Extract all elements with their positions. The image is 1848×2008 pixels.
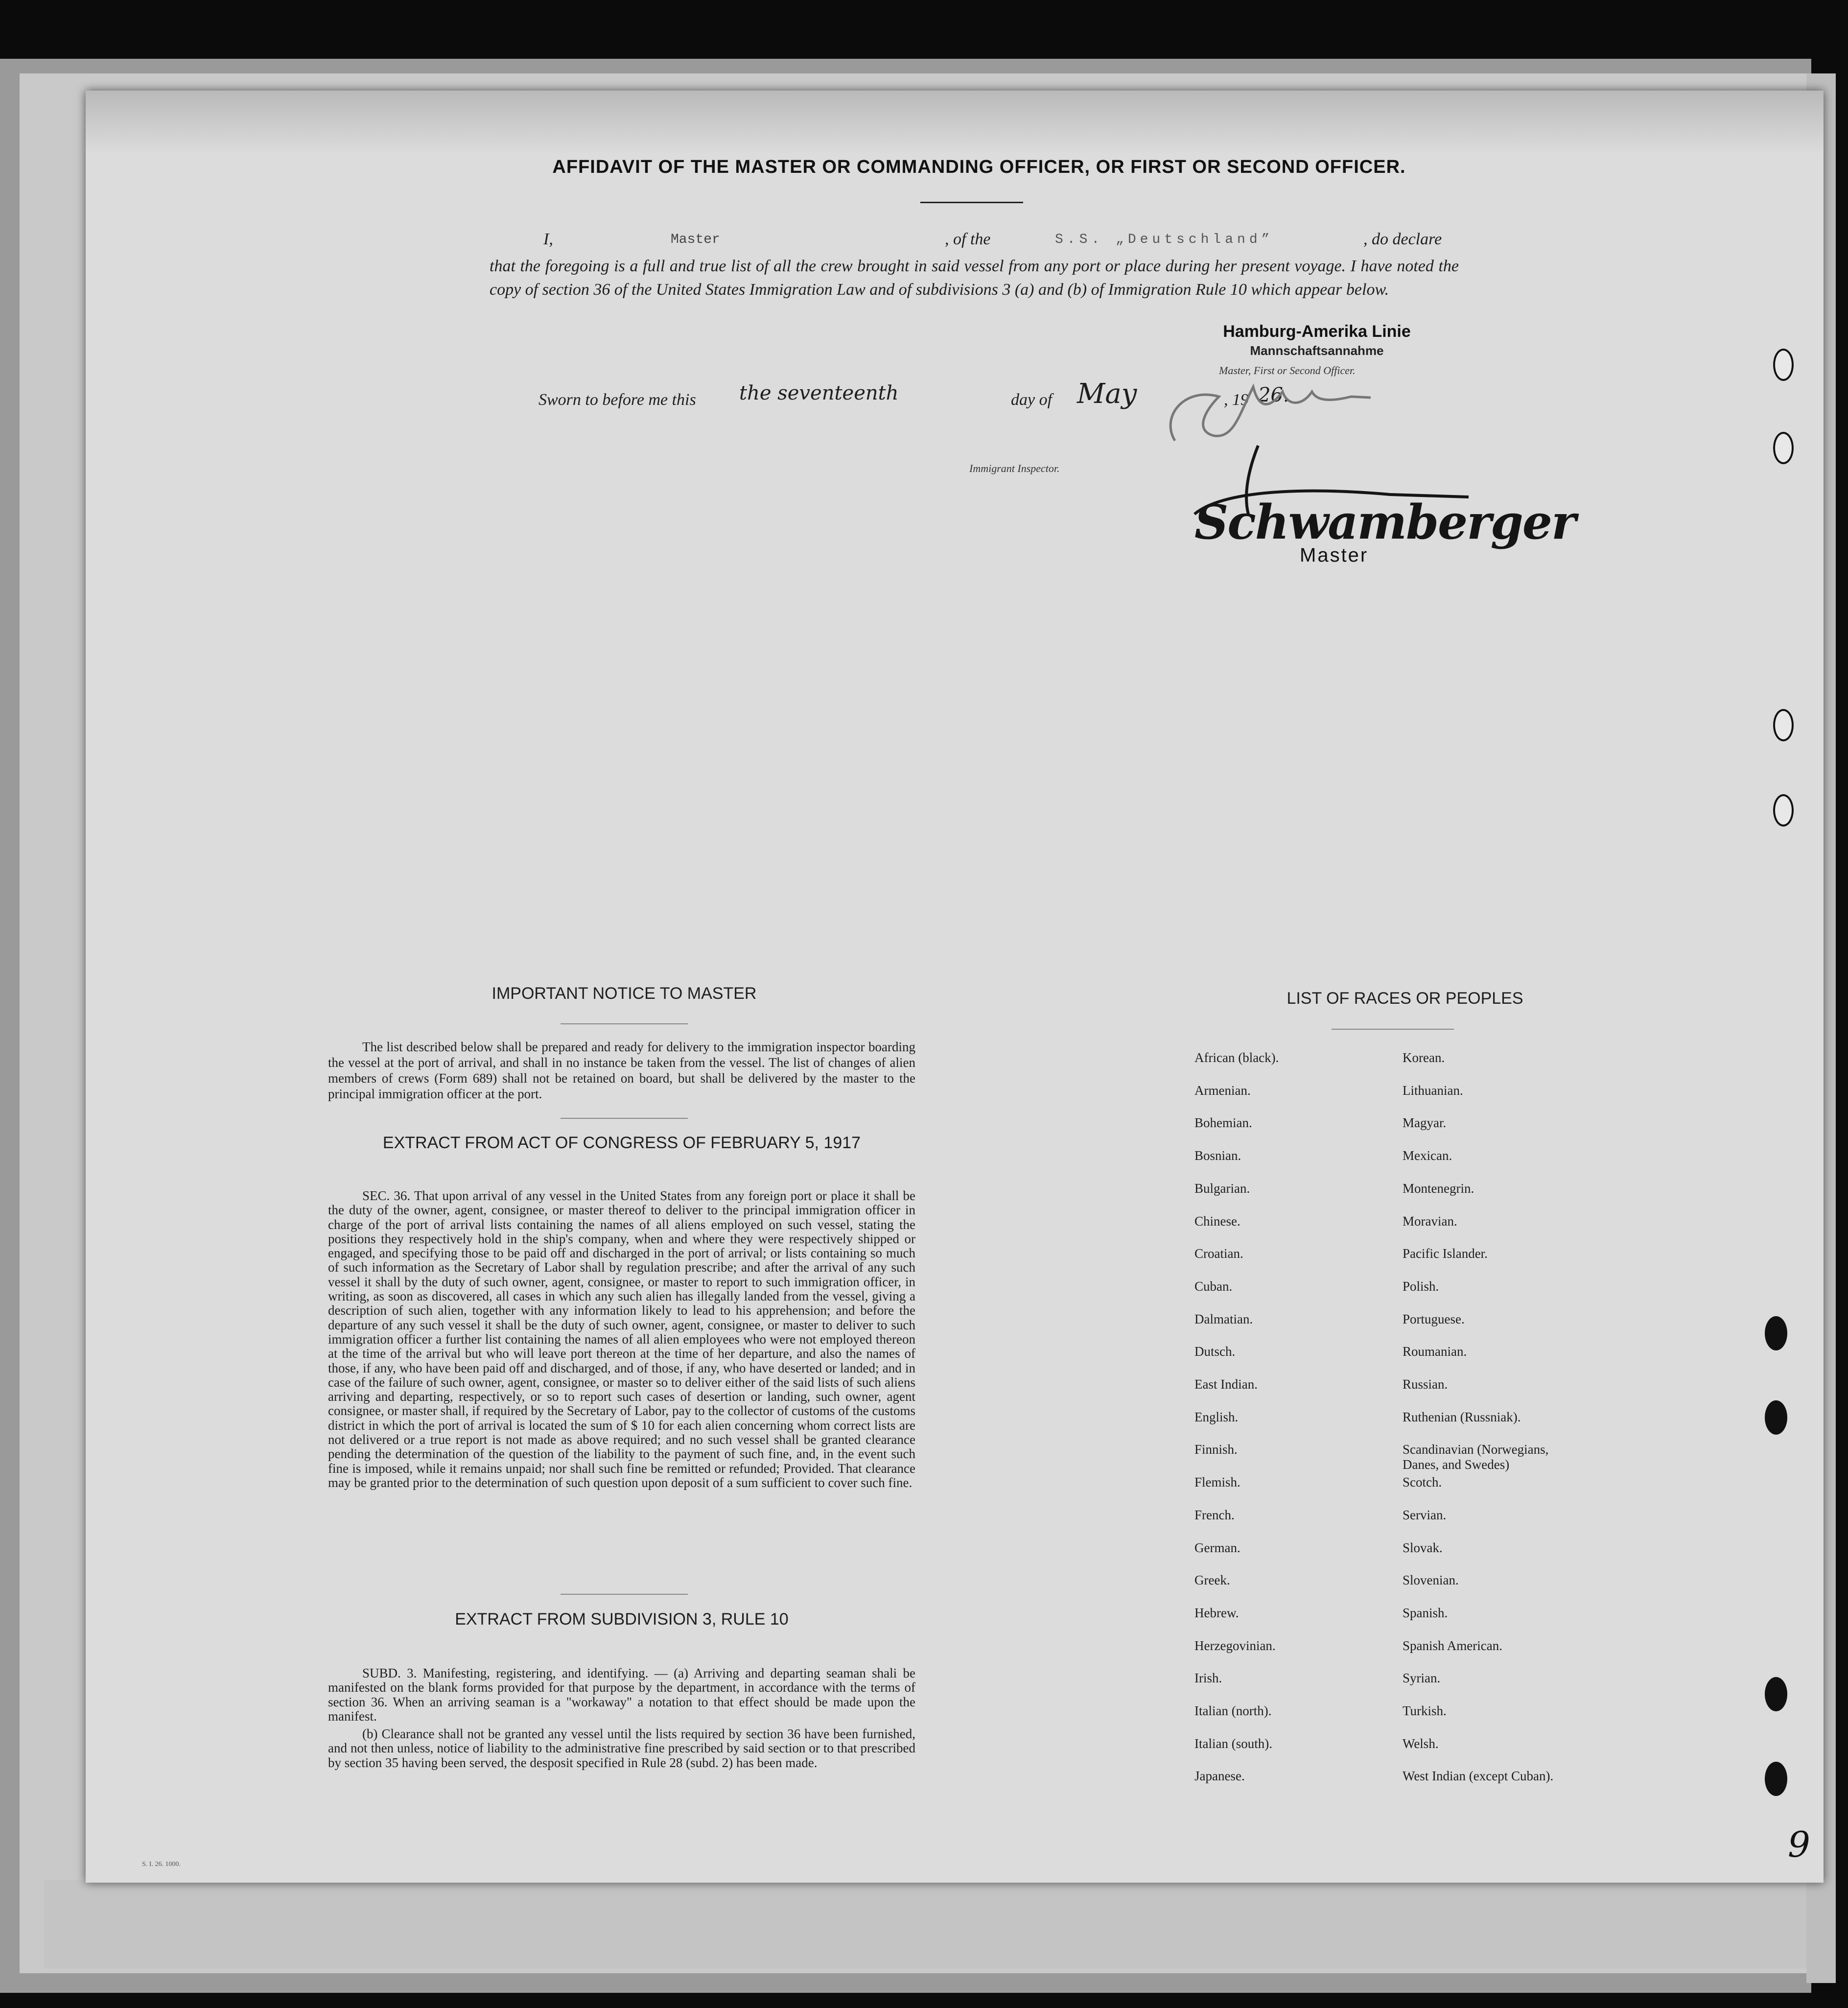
race-item: Slovenian.	[1403, 1573, 1459, 1588]
act-title: EXTRACT FROM ACT OF CONGRESS OF FEBRUARY 5, 1917	[382, 1134, 861, 1152]
race-item: Ruthenian (Russniak).	[1403, 1409, 1521, 1424]
race-item: Servian.	[1403, 1507, 1447, 1522]
do-declare-text: , do declare	[1363, 230, 1442, 248]
of-the-text: , of the	[945, 230, 991, 248]
race-item: Slovak.	[1403, 1540, 1443, 1555]
races-title: LIST OF RACES OR PEOPLES	[1287, 989, 1523, 1008]
race-item: Dutsch.	[1194, 1344, 1236, 1359]
sworn-month: May	[1077, 378, 1137, 410]
binder-hole	[1765, 1316, 1787, 1350]
race-item: Magyar.	[1403, 1115, 1447, 1131]
race-item: East Indian.	[1194, 1377, 1258, 1392]
master-signature: Schwamberger	[1194, 495, 1575, 550]
rule-title: EXTRACT FROM SUBDIVISION 3, RULE 10	[455, 1610, 789, 1629]
race-item: Scandinavian (Norwegians, Danes, and Swedes)	[1403, 1442, 1549, 1472]
binder-hole	[1773, 432, 1794, 464]
rule-text-b: (b) Clearance shall not be granted any vessel until the lists required by section 36 have been furnished, and not then unless, notice of liability to the administrative fine prescribed by said section or to that prescribed by section 35 having been served, the desposit specified in Rule 28 (subd. 2) has been made.	[328, 1726, 915, 1770]
notice-title: IMPORTANT NOTICE TO MASTER	[491, 984, 757, 1003]
race-item: English.	[1194, 1409, 1239, 1424]
race-item: Dalmatian.	[1194, 1311, 1253, 1326]
page-number: 9	[1788, 1824, 1810, 1865]
race-item: Cuban.	[1194, 1278, 1233, 1294]
race-item: Polish.	[1403, 1278, 1439, 1294]
year-suffix: 26.	[1258, 384, 1289, 406]
race-item: Welsh.	[1403, 1736, 1439, 1751]
act-text: SEC. 36. That upon arrival of any vessel in the United States from any foreign port or place it shall be the duty of the owner, agent, consignee, or master thereof to deliver to the principal immigration officer in charge of the port of arrival lists containing the names of all aliens employed on such vessel, stating the positions they respectively hold in the ship's company, when and where they were respectively shipped or engaged, and specifying those to be paid off and discharged in the port of arrival; or lists containing so much of such information as the Secretary of Labor shall by regulation prescribe; and after the arrival of any such vessel it shall by the duty of such owner, agent, consignee, or master to report to such immigration officer, in writing, as soon as discovered, all cases in which any such alien has illegally landed from the vessel, giving a description of such alien, together with any information likely to lead to his apprehension; and before the departure of any such vessel it shall be the duty of such owner, agent, consignee, or master to deliver to such immigration officer a further list containing the names of all alien employees who were not employed thereon at the time of the arrival but who will leave port thereon at the time of her departure, and also the names of those, if any, who have been paid off and discharged, and of those, if any, who have deserted or landed; and in case of the failure of such owner, agent, consignee, or master so to deliver either of the said lists of such aliens arriving and departing, respectively, or so to report such cases of desertion or landing, such owner, agent consignee, or master shall, if required by the Secretary of Labor, pay to the collector of customs of the customs district in which the port of arrival is located the sum of $ 10 for each alien concerning whom correct lists are not delivered or a true report is not made as above required; and no such vessel shall be granted clearance pending the determination of the question of the liability to the payment of such fine, and, in the event such fine is imposed, while it remains unpaid; nor shall such fine be remitted or refunded; Provided. That clearance may be granted prior to the determination of such question upon deposit of a sum sufficient to cover such fine.	[328, 1188, 915, 1490]
race-item: Italian (north).	[1194, 1703, 1272, 1718]
race-item: Syrian.	[1403, 1671, 1441, 1686]
race-item: Portuguese.	[1403, 1311, 1465, 1326]
inspector-caption: Immigrant Inspector.	[969, 462, 1060, 474]
stamp-line2: Mannschaftsannahme	[1250, 343, 1384, 358]
race-item: Spanish American.	[1403, 1638, 1502, 1653]
sworn-day: the seventeenth	[739, 382, 899, 404]
race-item: Bulgarian.	[1194, 1181, 1250, 1196]
race-item: Moravian.	[1403, 1213, 1457, 1228]
race-item: Scotch.	[1403, 1475, 1442, 1490]
race-item: Italian (south).	[1194, 1736, 1272, 1751]
officer-field: Master	[671, 232, 720, 247]
race-item: West Indian (except Cuban).	[1403, 1769, 1554, 1784]
races-rule	[1332, 1029, 1454, 1030]
notice-rule	[561, 1023, 688, 1024]
race-item: Spanish.	[1403, 1605, 1448, 1620]
race-item: Croatian.	[1194, 1246, 1243, 1261]
rule-text-a: SUBD. 3. Manifesting, registering, and identifying. — (a) Arriving and departing seaman shali be manifested on the blank forms provided for that purpose by the department, in accordance with the terms of section 36. When an arriving seaman is a "workaway" a notation to that effect should be made upon the manifest.	[328, 1666, 915, 1724]
notice-text: The list described below shall be prepared and ready for delivery to the immigration inspector boarding the vessel at the port of arrival, and shall in no instance be taken from the vessel. The list of changes of alien members of crews (Form 689) shall not be retained on board, but shall be delivered by the master to the principal immigration officer at the port.	[328, 1039, 915, 1101]
race-item: Irish.	[1194, 1671, 1222, 1686]
race-item: German.	[1194, 1540, 1240, 1555]
title-underline	[920, 202, 1023, 203]
affidavit-line1	[490, 230, 1459, 252]
race-item: Montenegrin.	[1403, 1181, 1474, 1196]
paper-top-shadow	[86, 91, 1824, 154]
binder-hole	[1765, 1677, 1787, 1711]
vessel-field: S.S. „Deutschland”	[1055, 232, 1274, 247]
race-item: Bohemian.	[1194, 1115, 1252, 1131]
underlying-sheet-bottom	[44, 1880, 1806, 1968]
footer-code: S. I. 26. 1000.	[142, 1861, 181, 1868]
master-caption: Master	[1300, 544, 1369, 566]
sworn-prefix: Sworn to before me this	[538, 391, 696, 409]
company-stamp	[1194, 322, 1439, 358]
race-item: Mexican.	[1403, 1148, 1452, 1163]
race-item: Greek.	[1194, 1573, 1230, 1588]
race-item: Lithuanian.	[1403, 1083, 1463, 1098]
stamp-line1: Hamburg-Amerika Linie	[1223, 322, 1411, 341]
act-rule	[561, 1118, 688, 1119]
year-prefix: , 19	[1224, 391, 1249, 409]
race-item: Pacific Islander.	[1403, 1246, 1488, 1261]
race-item: Korean.	[1403, 1050, 1445, 1065]
rule-rule	[561, 1594, 688, 1595]
race-item: Japanese.	[1194, 1769, 1245, 1784]
race-item: Armenian.	[1194, 1083, 1251, 1098]
affidavit-body: that the foregoing is a full and true list of all the crew brought in said vessel from any port or place during her present voyage. I have noted the copy of section 36 of the United States Immigration Law and of subdivisions 3 (a) and (b) of Immigration Rule 10 which appear below.	[490, 257, 1459, 299]
binder-hole	[1765, 1400, 1787, 1435]
day-of-text: day of	[1011, 391, 1053, 409]
race-item: Turkish.	[1403, 1703, 1447, 1718]
race-item: Flemish.	[1194, 1475, 1240, 1490]
binder-hole	[1773, 709, 1794, 741]
race-item: Roumanian.	[1403, 1344, 1467, 1359]
affidavit-title: AFFIDAVIT OF THE MASTER OR COMMANDING OFFICER, OR FIRST OR SECOND OFFICER.	[552, 157, 1406, 177]
race-item: Bosnian.	[1194, 1148, 1241, 1163]
declaration-prefix: I,	[543, 230, 553, 248]
race-item: Chinese.	[1194, 1213, 1240, 1228]
binder-hole	[1765, 1762, 1787, 1796]
officer-caption: Master, First or Second Officer.	[1219, 364, 1356, 377]
race-item: Hebrew.	[1194, 1605, 1239, 1620]
binder-hole	[1773, 349, 1794, 381]
race-item: Herzegovinian.	[1194, 1638, 1276, 1653]
race-item: French.	[1194, 1507, 1235, 1522]
binder-hole	[1773, 794, 1794, 827]
race-item: Finnish.	[1194, 1442, 1238, 1457]
race-item: African (black).	[1194, 1050, 1279, 1065]
race-item: Russian.	[1403, 1377, 1448, 1392]
